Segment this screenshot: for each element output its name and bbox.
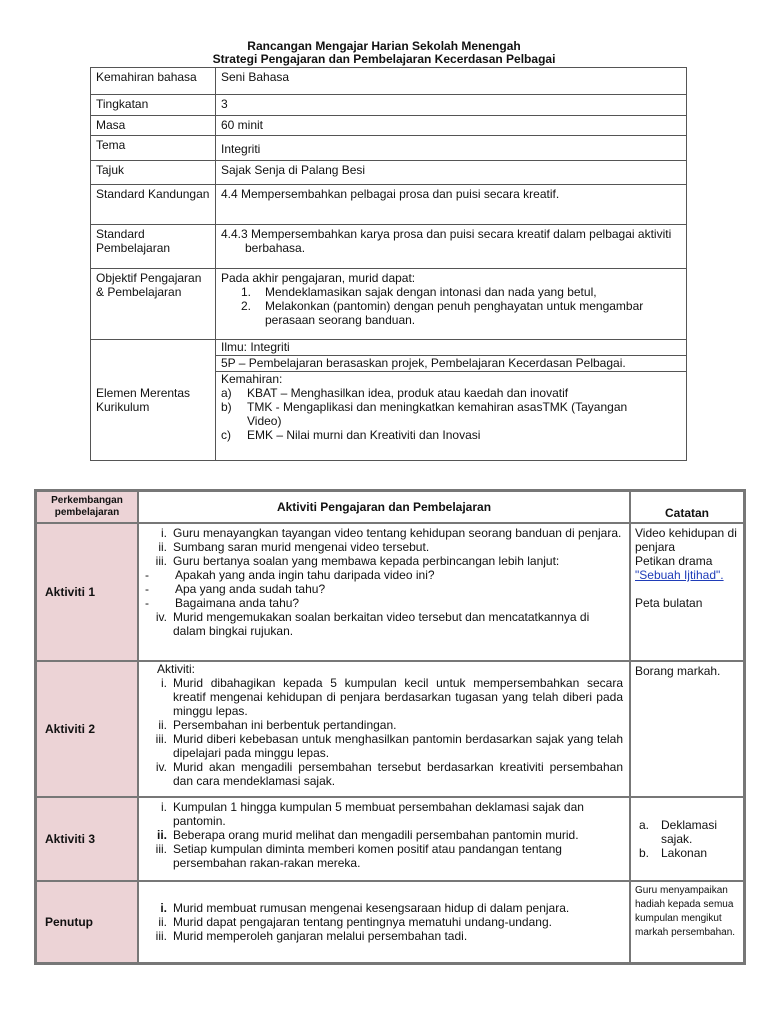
objektif-label: Objektif Pengajaran & Pembelajaran <box>91 269 216 340</box>
list-item <box>143 596 623 610</box>
standard-kandungan-label: Standard Kandungan <box>91 185 216 225</box>
item-key: i. <box>161 526 167 540</box>
item-key: iii. <box>155 732 167 746</box>
list-item <box>143 842 623 870</box>
list-item <box>143 582 623 596</box>
item-key: iii. <box>155 929 167 943</box>
item-text: Persembahan ini berbentuk pertandingan. <box>173 718 397 732</box>
item-key: ii. <box>156 828 167 842</box>
lesson-info-table <box>90 67 687 461</box>
header-aktiviti: Aktiviti Pengajaran dan Pembelajaran <box>138 491 630 523</box>
item-text: Murid dibahagikan kepada 5 kumpulan kecil untuk mempersembahkan secara kreatif mengenai kehidupan di penjara berdasarkan tugasan yang telah diberi pada minggu lepas. <box>173 676 623 718</box>
catatan-text: Deklamasi sajak. <box>661 818 718 846</box>
stage-aktiviti-1: Aktiviti 1 <box>36 523 138 661</box>
standard-pembelajaran-label: Standard Pembelajaran <box>91 225 216 269</box>
list-item <box>143 676 623 718</box>
emk-item-key: b) <box>221 400 232 414</box>
list-item <box>143 929 623 943</box>
emk-item-text: KBAT – Menghasilkan idea, produk atau kaedah dan inovatif <box>247 386 569 400</box>
aktiviti-3-catatan <box>630 797 744 881</box>
masa-value: 60 minit <box>216 116 687 136</box>
list-item <box>143 800 623 828</box>
list-item <box>143 610 623 638</box>
standard-pembelajaran-text: 4.4.3 Mempersembahkan karya prosa dan puisi secara kreatif dalam pelbagai aktiviti berbahasa. <box>221 227 672 255</box>
tingkatan-label: Tingkatan <box>91 95 216 116</box>
aktiviti-2-body <box>138 661 630 797</box>
item-text: Murid diberi kebebasan untuk menghasilkan pantomin berdasarkan sajak yang telah dipelajari pada minggu lepas. <box>173 732 623 760</box>
stage-aktiviti-3: Aktiviti 3 <box>36 797 138 881</box>
info-row-tema <box>91 136 687 161</box>
item-key: - <box>145 582 149 596</box>
aktiviti-2-catatan: Borang markah. <box>630 661 744 797</box>
objektif-item <box>221 285 681 299</box>
emk-item-text: TMK - Mengaplikasi dan meningkatkan kemahiran asasTMK (Tayangan Video) <box>247 400 628 428</box>
item-key: - <box>145 568 149 582</box>
emk-kemahiran-item <box>221 428 681 442</box>
objektif-item <box>221 299 681 327</box>
catatan-text: Petikan drama <box>635 554 713 568</box>
emk-item-text: EMK – Nilai murni dan Kreativiti dan Inovasi <box>247 428 481 442</box>
standard-pembelajaran-value <box>216 225 687 269</box>
objektif-number: 1. <box>241 285 252 299</box>
emk-item-key: a) <box>221 386 232 400</box>
tema-value: Integriti <box>216 136 687 161</box>
row-aktiviti-3 <box>36 797 744 881</box>
emk-kemahiran-item <box>221 400 681 428</box>
list-item <box>143 540 623 554</box>
catatan-text: Video kehidupan di penjara <box>635 526 737 554</box>
item-key: - <box>145 596 149 610</box>
item-text: Kumpulan 1 hingga kumpulan 5 membuat persembahan deklamasi sajak dan pantomin. <box>173 800 584 828</box>
emk-label: Elemen Merentas Kurikulum <box>91 340 216 461</box>
emk-kemahiran-item <box>221 386 681 400</box>
standard-kandungan-value: 4.4 Mempersembahkan pelbagai prosa dan puisi secara kreatif. <box>216 185 687 225</box>
catatan-text: Lakonan <box>661 846 708 860</box>
catatan-text: Peta bulatan <box>635 596 703 610</box>
row-aktiviti-2 <box>36 661 744 797</box>
catatan-item <box>635 818 739 846</box>
list-item <box>143 526 623 540</box>
list-item <box>143 718 623 732</box>
item-text: Apakah yang anda ingin tahu daripada video ini? <box>175 568 435 582</box>
tajuk-label: Tajuk <box>91 161 216 185</box>
item-text: Murid akan mengadili persembahan tersebut berdasarkan kreativiti persembahan dan cara mendeklamasi sajak. <box>173 760 623 788</box>
item-key: i. <box>161 800 167 814</box>
catatan-key: a. <box>639 818 650 832</box>
item-text: Apa yang anda sudah tahu? <box>175 582 326 596</box>
info-row-tingkatan <box>91 95 687 116</box>
objektif-value <box>216 269 687 340</box>
info-row-tajuk <box>91 161 687 185</box>
catatan-key: b. <box>639 846 650 860</box>
objektif-list <box>221 285 681 327</box>
page-title: Rancangan Mengajar Harian Sekolah Menengah <box>247 39 521 53</box>
row-penutup <box>36 881 744 963</box>
kemahiran-label: Kemahiran bahasa <box>91 68 216 95</box>
activity-table <box>34 489 746 965</box>
info-row-objektif <box>91 269 687 340</box>
item-text: Setiap kumpulan diminta memberi komen positif atau pandangan tentang persembahan rakan-rakan mereka. <box>173 842 562 870</box>
masa-label: Masa <box>91 116 216 136</box>
header-perkembangan: Perkembangan pembelajaran <box>36 491 138 523</box>
item-text: Murid memperoleh ganjaran melalui persembahan tadi. <box>173 929 468 943</box>
item-key: iv. <box>155 760 167 774</box>
objektif-number: 2. <box>241 299 252 313</box>
list-item <box>143 732 623 760</box>
info-row-standard-pembelajaran <box>91 225 687 269</box>
info-row-kemahiran <box>91 68 687 95</box>
objektif-text: Melakonkan (pantomin) dengan penuh penghayatan untuk mengambar perasaan seorang banduan. <box>265 299 644 327</box>
item-key: i. <box>160 901 167 915</box>
list-item <box>143 568 623 582</box>
item-text: Murid membuat rumusan mengenai kesengsaraan hidup di dalam penjara. <box>173 901 570 915</box>
item-key: ii. <box>158 718 167 732</box>
header-catatan: Catatan <box>630 491 744 523</box>
item-key: i. <box>161 676 167 690</box>
kemahiran-value: Seni Bahasa <box>216 68 687 95</box>
objektif-text: Mendeklamasikan sajak dengan intonasi dan nada yang betul, <box>265 285 597 299</box>
list-item <box>143 828 623 842</box>
item-key: ii. <box>158 540 167 554</box>
emk-5p: 5P – Pembelajaran berasaskan projek, Pembelajaran Kecerdasan Pelbagai. <box>216 356 686 372</box>
item-text: Guru bertanya soalan yang membawa kepada perbincangan lebih lanjut: <box>173 554 560 568</box>
emk-item-key: c) <box>221 428 231 442</box>
tingkatan-value: 3 <box>216 95 687 116</box>
emk-value <box>216 340 687 461</box>
catatan-item <box>635 846 739 860</box>
item-text: Murid mengemukakan soalan berkaitan video tersebut dan mencatatkannya di dalam bingkai rujukan. <box>173 610 590 638</box>
item-text: Guru menayangkan tayangan video tentang kehidupan seorang banduan di penjara. <box>173 526 622 540</box>
tema-label: Tema <box>91 136 216 161</box>
emk-kemahiran-head: Kemahiran: <box>221 372 283 386</box>
list-item <box>143 915 623 929</box>
stage-aktiviti-2: Aktiviti 2 <box>36 661 138 797</box>
item-key: iii. <box>155 842 167 856</box>
list-item <box>143 901 623 915</box>
item-key: iii. <box>155 554 167 568</box>
objektif-intro: Pada akhir pengajaran, murid dapat: <box>221 271 416 285</box>
item-key: ii. <box>158 915 167 929</box>
tajuk-value: Sajak Senja di Palang Besi <box>216 161 687 185</box>
item-text: Sumbang saran murid mengenai video tersebut. <box>173 540 430 554</box>
info-row-masa <box>91 116 687 136</box>
petikan-drama-link[interactable]: "Sebuah Ijtihad". <box>635 568 724 582</box>
info-row-elemen-merentas-kurikulum <box>91 340 687 461</box>
item-text: Bagaimana anda tahu? <box>175 596 300 610</box>
list-item <box>143 554 623 568</box>
info-row-standard-kandungan <box>91 185 687 225</box>
penutup-catatan: Guru menyampaikan hadiah kepada semua kumpulan mengikut markah persembahan. <box>630 881 744 963</box>
aktiviti-3-body <box>138 797 630 881</box>
item-text: Beberapa orang murid melihat dan mengadili persembahan pantomin murid. <box>173 828 579 842</box>
aktiviti-intro: Aktiviti: <box>157 662 196 676</box>
penutup-body <box>138 881 630 963</box>
activity-header-row <box>36 491 744 523</box>
row-aktiviti-1 <box>36 523 744 661</box>
stage-penutup: Penutup <box>36 881 138 963</box>
emk-ilmu: Ilmu: Integriti <box>216 340 686 356</box>
list-item <box>143 760 623 788</box>
item-key: iv. <box>155 610 167 624</box>
item-text: Murid dapat pengajaran tentang pentingnya mematuhi undang-undang. <box>173 915 552 929</box>
page-subtitle: Strategi Pengajaran dan Pembelajaran Kecerdasan Pelbagai <box>212 52 556 66</box>
aktiviti-1-catatan <box>630 523 744 661</box>
aktiviti-1-body <box>138 523 630 661</box>
